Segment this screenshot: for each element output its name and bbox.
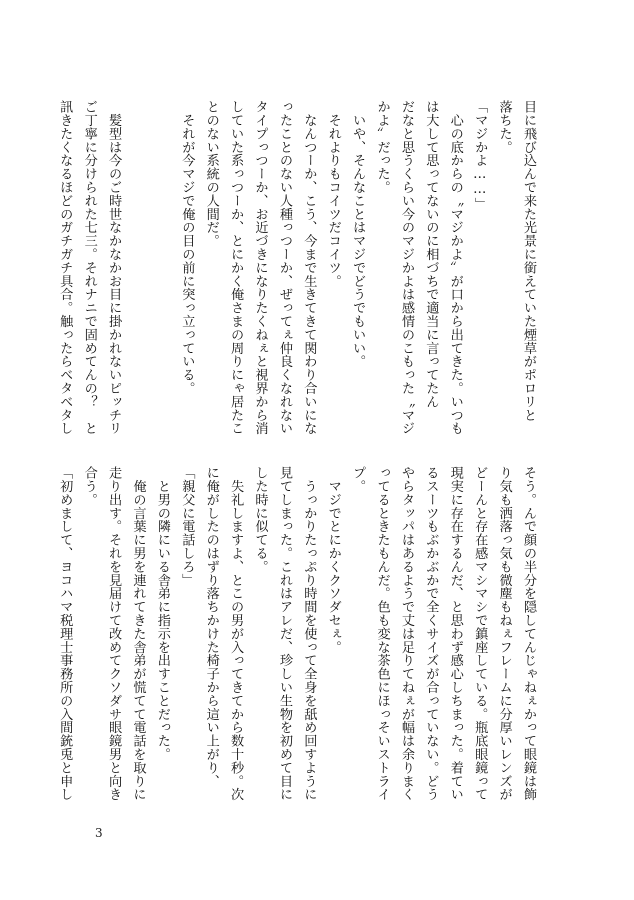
blank-line <box>150 100 174 448</box>
text-line: かよ〟だった。 <box>374 100 390 194</box>
text-line: うっかりたっぷり時間を使って全身を舐め回すように <box>301 466 317 801</box>
text-line: それが今マジで俺の目の前に突っ立っている。 <box>179 100 195 395</box>
text-line: 落ちた。 <box>496 100 512 154</box>
text-line: 合う。 <box>81 466 97 507</box>
text-line: ったことのない人種っつーか、ぜってぇ仲良くなれない <box>276 100 292 435</box>
text-line: 俺の言葉に男を連れてきた舎弟が慌てて電話を取りに <box>130 466 146 801</box>
text-line: した時に似てる。 <box>252 466 268 574</box>
text-line: いや、そんなことはマジでどうでもいい。 <box>350 100 366 368</box>
text-line: に俺がしたのはずり落ちかけた椅子から這い上がり、 <box>203 466 219 788</box>
text-line: どーんと存在感マシマシで鎮座している。瓶底眼鏡って <box>472 466 488 801</box>
text-line: マジでとにかくクソダセぇ。 <box>325 466 341 654</box>
text-line: 失礼しますよ、とこの男が入ってきてから数十秒。次 <box>228 466 244 801</box>
text-line: ってるときたもんだ。色も変な茶色にほっそいストライ <box>374 466 390 801</box>
text-line: 心の底からの〝マジかよ〟が口から出てきた。いつも <box>447 100 463 435</box>
text-block-bottom <box>57 466 540 814</box>
text-line: は大して思ってないのに相づちで適当に言ってたん <box>423 100 439 409</box>
text-line: そう。んで顔の半分を隠してんじゃねぇかって眼鏡は飾 <box>521 466 536 801</box>
text-line: していた系っつーか、とにかく俺さまの周りにゃ居たこ <box>228 100 244 435</box>
text-line: 髪型は今のご時世なかなかお目に掛かれないピッチリ <box>106 100 122 435</box>
text-line: タイプっつーか、お近づきになりたくねぇと視界から消 <box>252 100 268 435</box>
text-line: 目に飛び込んで来た光景に銜えていた煙草がポロリと <box>521 100 536 422</box>
text-line: 訊きたくなるほどのガチガチ具合。触ったらベタベタし <box>57 100 73 435</box>
text-block-top <box>57 100 540 448</box>
text-line: 走り出す。それを見届けて改めてクソダサ眼鏡男と向き <box>106 466 122 801</box>
text-line: 現実に存在するんだ、と思わず感心しちまった。着てい <box>447 466 463 801</box>
text-line: と男の隣にいる舎弟に指示を出すことだった。 <box>154 466 170 761</box>
text-line: 見てしまった。これはアレだ、珍しい生物を初めて目に <box>276 466 292 801</box>
text-line: 「親父に電話しろ」 <box>179 466 195 587</box>
blank-line <box>125 100 149 448</box>
text-line: やらタッパはあるようで丈は足りてねぇが幅は余りまく <box>398 466 414 801</box>
text-line: り気も洒落っ気も微塵もねぇフレームに分厚いレンズが <box>496 466 512 801</box>
text-line: それよりもコイツだコイツ。 <box>325 100 341 288</box>
page-number: 3 <box>95 826 103 840</box>
text-line: とのない系統の人間だ。 <box>203 100 219 248</box>
text-line: るスーツもぶかぶかで全くサイズが合っていない。どう <box>423 466 439 801</box>
text-line: ご丁寧に分けられた七三。それナニで固めてんの？ と <box>81 100 97 435</box>
text-line: だなと思うくらい今のマジかよは感情のこもった〝マジ <box>398 100 414 435</box>
text-line: 「マジかよ……」 <box>472 100 488 211</box>
text-line: プ。 <box>350 466 366 493</box>
text-line: 「初めまして、ヨコハマ税理士事務所の入間銃兎と申し <box>57 466 73 801</box>
text-line: なんつーか、こう、今まで生きてきて関わり合いにな <box>301 100 317 435</box>
